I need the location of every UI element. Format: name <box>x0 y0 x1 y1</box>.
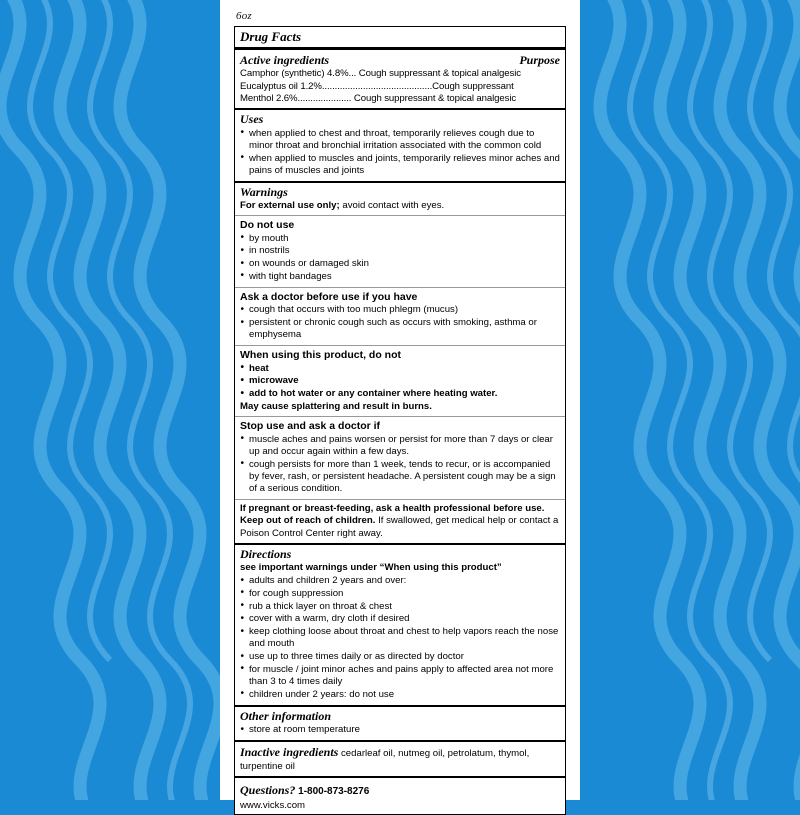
list-item: • adults and children 2 years and over: <box>240 575 560 587</box>
active-ingredients-section <box>235 47 565 108</box>
warnings-heading: Warnings <box>240 184 288 199</box>
keep-out-rest: If swallowed, get medical help or contact a Poison Control Center right away. <box>240 515 559 539</box>
list-item: • cough that occurs with too much phlegm (mucus) <box>240 304 560 316</box>
other-information-section <box>235 705 565 741</box>
inactive-ingredients-heading: Inactive ingredients <box>240 745 339 760</box>
do-not-use-section <box>235 215 565 287</box>
uses-section <box>235 108 565 181</box>
stop-use-list <box>240 434 560 496</box>
list-item: • add to hot water or any container where heating water. <box>240 388 560 400</box>
when-using-section <box>235 345 565 416</box>
list-item: • by mouth <box>240 233 560 245</box>
ask-doctor-section <box>235 287 565 345</box>
when-using-footer: May cause splattering and result in burns. <box>240 400 432 412</box>
directions-lead: see important warnings under “When using this product” <box>240 561 502 573</box>
pregnancy-warning: If pregnant or breast-feeding, ask a health professional before use. <box>240 503 545 515</box>
list-item: • rub a thick layer on throat & chest <box>240 601 560 613</box>
active-ingredient-line: Menthol 2.6%..................... Cough suppressant & topical analgesic <box>240 92 517 104</box>
list-item: • cough persists for more than 1 week, tends to recur, or is accompanied by fever, rash, or persistent headache. A persistent cough may be a sign of a serious condition. <box>240 459 560 496</box>
questions-line <box>240 781 560 799</box>
page-title: Drug Facts <box>240 29 302 44</box>
list-item: • store at room temperature <box>240 724 560 736</box>
do-not-use-heading: Do not use <box>240 219 295 232</box>
questions-heading: Questions? <box>240 782 296 797</box>
stop-use-section <box>235 416 565 499</box>
questions-section <box>235 776 565 814</box>
active-ingredients-heading: Active ingredients <box>240 53 329 68</box>
list-item: • for muscle / joint minor aches and pains apply to affected area not more than 3 to 4 times daily <box>240 664 560 689</box>
package-size-mark: 6oz <box>236 10 252 22</box>
uses-heading: Uses <box>240 112 264 127</box>
list-item: • on wounds or damaged skin <box>240 258 560 270</box>
list-item: • heat <box>240 363 560 375</box>
list-item: • keep clothing loose about throat and chest to help vapors reach the nose and mouth <box>240 626 560 651</box>
list-item: • children under 2 years: do not use <box>240 689 560 701</box>
list-item: • for cough suppression <box>240 588 560 600</box>
keep-out-of-reach <box>240 515 560 540</box>
list-item: • persistent or chronic cough such as occurs with smoking, asthma or emphysema <box>240 317 560 342</box>
when-using-list <box>240 363 560 401</box>
list-item: • muscle aches and pains worsen or persist for more than 7 days or clear up and occur again within a few days. <box>240 434 560 459</box>
drug-facts-panel <box>234 26 566 815</box>
list-item: • when applied to chest and throat, temporarily relieves cough due to minor throat and bronchial irritation associated with the common cold <box>240 128 560 153</box>
when-using-heading: When using this product, do not <box>240 349 401 362</box>
other-information-heading: Other information <box>240 708 332 723</box>
active-ingredient-line: Eucalyptus oil 1.2%...........................................Cough suppressant <box>240 80 514 92</box>
questions-phone[interactable]: 1-800-873-8276 <box>295 785 370 797</box>
drug-facts-label-card <box>220 0 580 811</box>
active-ingredient-line: Camphor (synthetic) 4.8%... Cough suppressant & topical analgesic <box>240 68 521 80</box>
directions-section <box>235 543 565 705</box>
list-item: • with tight bandages <box>240 271 560 283</box>
list-item: • when applied to muscles and joints, temporarily relieves minor aches and pains of muscles and joints <box>240 153 560 178</box>
stop-use-heading: Stop use and ask a doctor if <box>240 420 381 433</box>
directions-list <box>240 575 560 701</box>
uses-list <box>240 128 560 178</box>
directions-heading: Directions <box>240 546 292 561</box>
drug-facts-title-section <box>235 27 565 47</box>
warnings-section <box>235 181 565 215</box>
questions-website[interactable]: www.vicks.com <box>240 799 306 811</box>
pregnancy-keepout-section <box>235 499 565 543</box>
inactive-ingredients-text: cedarleaf oil, nutmeg oil, petrolatum, thymol, turpentine oil <box>240 748 530 772</box>
inactive-ingredients-section <box>235 740 565 776</box>
other-information-list <box>240 724 560 736</box>
list-item: • use up to three times daily or as directed by doctor <box>240 651 560 663</box>
external-use-bold: For external use only; <box>240 199 340 211</box>
external-use-rest: avoid contact with eyes. <box>339 199 445 211</box>
do-not-use-list <box>240 233 560 284</box>
list-item: • microwave <box>240 375 560 387</box>
list-item: • in nostrils <box>240 245 560 257</box>
active-ingredients-header-row <box>240 53 560 68</box>
keep-out-bold: Keep out of reach of children. <box>240 515 376 527</box>
list-item: • cover with a warm, dry cloth if desired <box>240 613 560 625</box>
ask-doctor-list <box>240 304 560 341</box>
inactive-ingredients-line <box>240 745 560 773</box>
purpose-heading: Purpose <box>519 53 560 68</box>
ask-doctor-heading: Ask a doctor before use if you have <box>240 290 418 303</box>
external-use-line <box>240 200 560 212</box>
